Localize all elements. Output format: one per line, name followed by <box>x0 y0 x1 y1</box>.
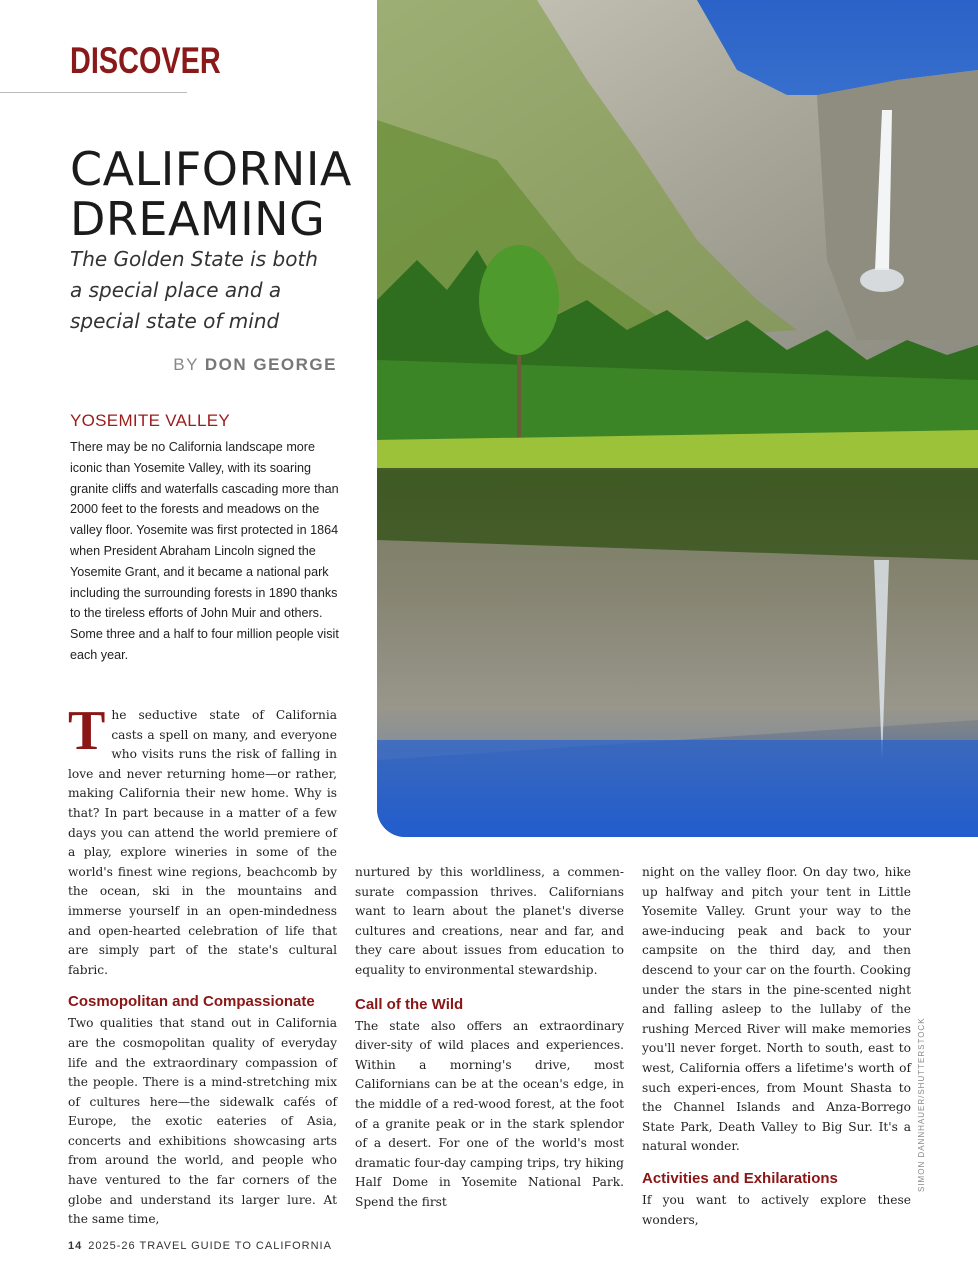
section-divider <box>0 92 187 93</box>
cosmo-paragraph-2: nurtured by this worldliness, a commen-surate compassion thrives. Californians want to learn about the planet's diverse cultures and creations, near and far, and they care about issues from education to equality to environmental stewardship. <box>355 865 624 977</box>
yosemite-photo <box>377 0 978 837</box>
heading-activities: Activities and Exhilarations <box>642 1169 838 1187</box>
byline-prefix: BY <box>173 355 199 374</box>
sidebar-body: There may be no California landscape more iconic than Yosemite Valley, with its soaring granite cliffs and waterfalls cascading more than 2000 feet to the forests and meadows on the valley floor. Yosemite was first protected in 1864 when President Abraham Lincoln signed the Yosemite Grant, and it became a national park including the surrounding forests in 1890 thanks to the tireless efforts of John Muir and others. Some three and a half to four million people visit each year. <box>70 440 339 662</box>
page-number: 14 <box>68 1240 83 1252</box>
page-folio <box>68 1240 332 1252</box>
article-column-1 <box>68 700 337 1230</box>
activities-paragraph-1: If you want to actively explore these wonders, <box>642 1192 911 1227</box>
byline <box>140 355 337 375</box>
intro-paragraph <box>68 700 337 980</box>
heading-cosmopolitan: Cosmopolitan and Compassionate <box>68 993 315 1011</box>
yosemite-illustration <box>377 0 978 837</box>
wild-paragraph-1: The state also offers an extraordinary diver-sity of wild places and experiences. Within a morning's drive, most Californians can be at the ocean's edge, in the middle of a red-wood forest, at the foot of a granite peak or in the stark splendor of a desert. For one of the world's most dramatic four-day camping trips, try hiking Half Dome in Yosemite National Park. Spend the first <box>355 1018 624 1209</box>
sidebar-heading: YOSEMITE VALLEY <box>70 411 231 430</box>
wild-paragraph-2: night on the valley floor. On day two, hike up halfway and pitch your tent in Little Yosemite Valley. Grunt your way to the awe-inducing peak and back to your campsite on the third day, and then descend to your car on the fourth. Cooking under the stars in the pine-scented night and falling asleep to the lullaby of the rushing Merced River will make memories you'll never forget. North to south, east to west, California offers a lifetime's worth of such experi-ences, from Mount Shasta to the Channel Islands and Anza-Borrego State Park, Death Valley to Big Sur. It's a natural wonder. <box>642 865 911 1154</box>
article-title <box>70 144 370 244</box>
title-line-1: CALIFORNIA <box>70 142 352 196</box>
section-tag: DISCOVER <box>70 40 221 81</box>
article-column-2 <box>355 863 624 1213</box>
heading-wild: Call of the Wild <box>355 995 464 1013</box>
byline-author: DON GEORGE <box>204 355 337 374</box>
title-line-2: DREAMING <box>70 192 326 246</box>
publication-name: 2025-26 TRAVEL GUIDE TO CALIFORNIA <box>88 1240 332 1252</box>
cosmo-paragraph-1: Two qualities that stand out in California are the cosmopolitan quality of everyday life and the extraordinary compassion of the people. There is a mind-stretching mix of cultures here—the sidewalk cafés of Europe, the exotic eateries of Asia, concerts and exhibitions showcasing arts from around the world, and people who have ventured to the far corners of the globe and understand its larger lure. At the same time, <box>68 1016 337 1227</box>
intro-text: he seductive state of California casts a spell on many, and everyone who visits runs the risk of falling in love and never returning home—or rather, making California their new home. Why is that? In part because in a matter of a few days you can attend the world premiere of a play, explore wineries in some of the world's finest wine regions, beachcomb by the ocean, ski in the mountains and immerse yourself in an open-mindedness and open-hearted celebration of life that are simply part of the state's cultural fabric. <box>68 708 337 977</box>
photo-credit: SIMON DANNHAUER/SHUTTERSTOCK <box>917 1017 926 1192</box>
drop-cap: T <box>68 700 106 762</box>
article-subtitle: The Golden State is both a special place and a special state of mind <box>70 247 318 333</box>
article-column-3 <box>642 863 911 1230</box>
